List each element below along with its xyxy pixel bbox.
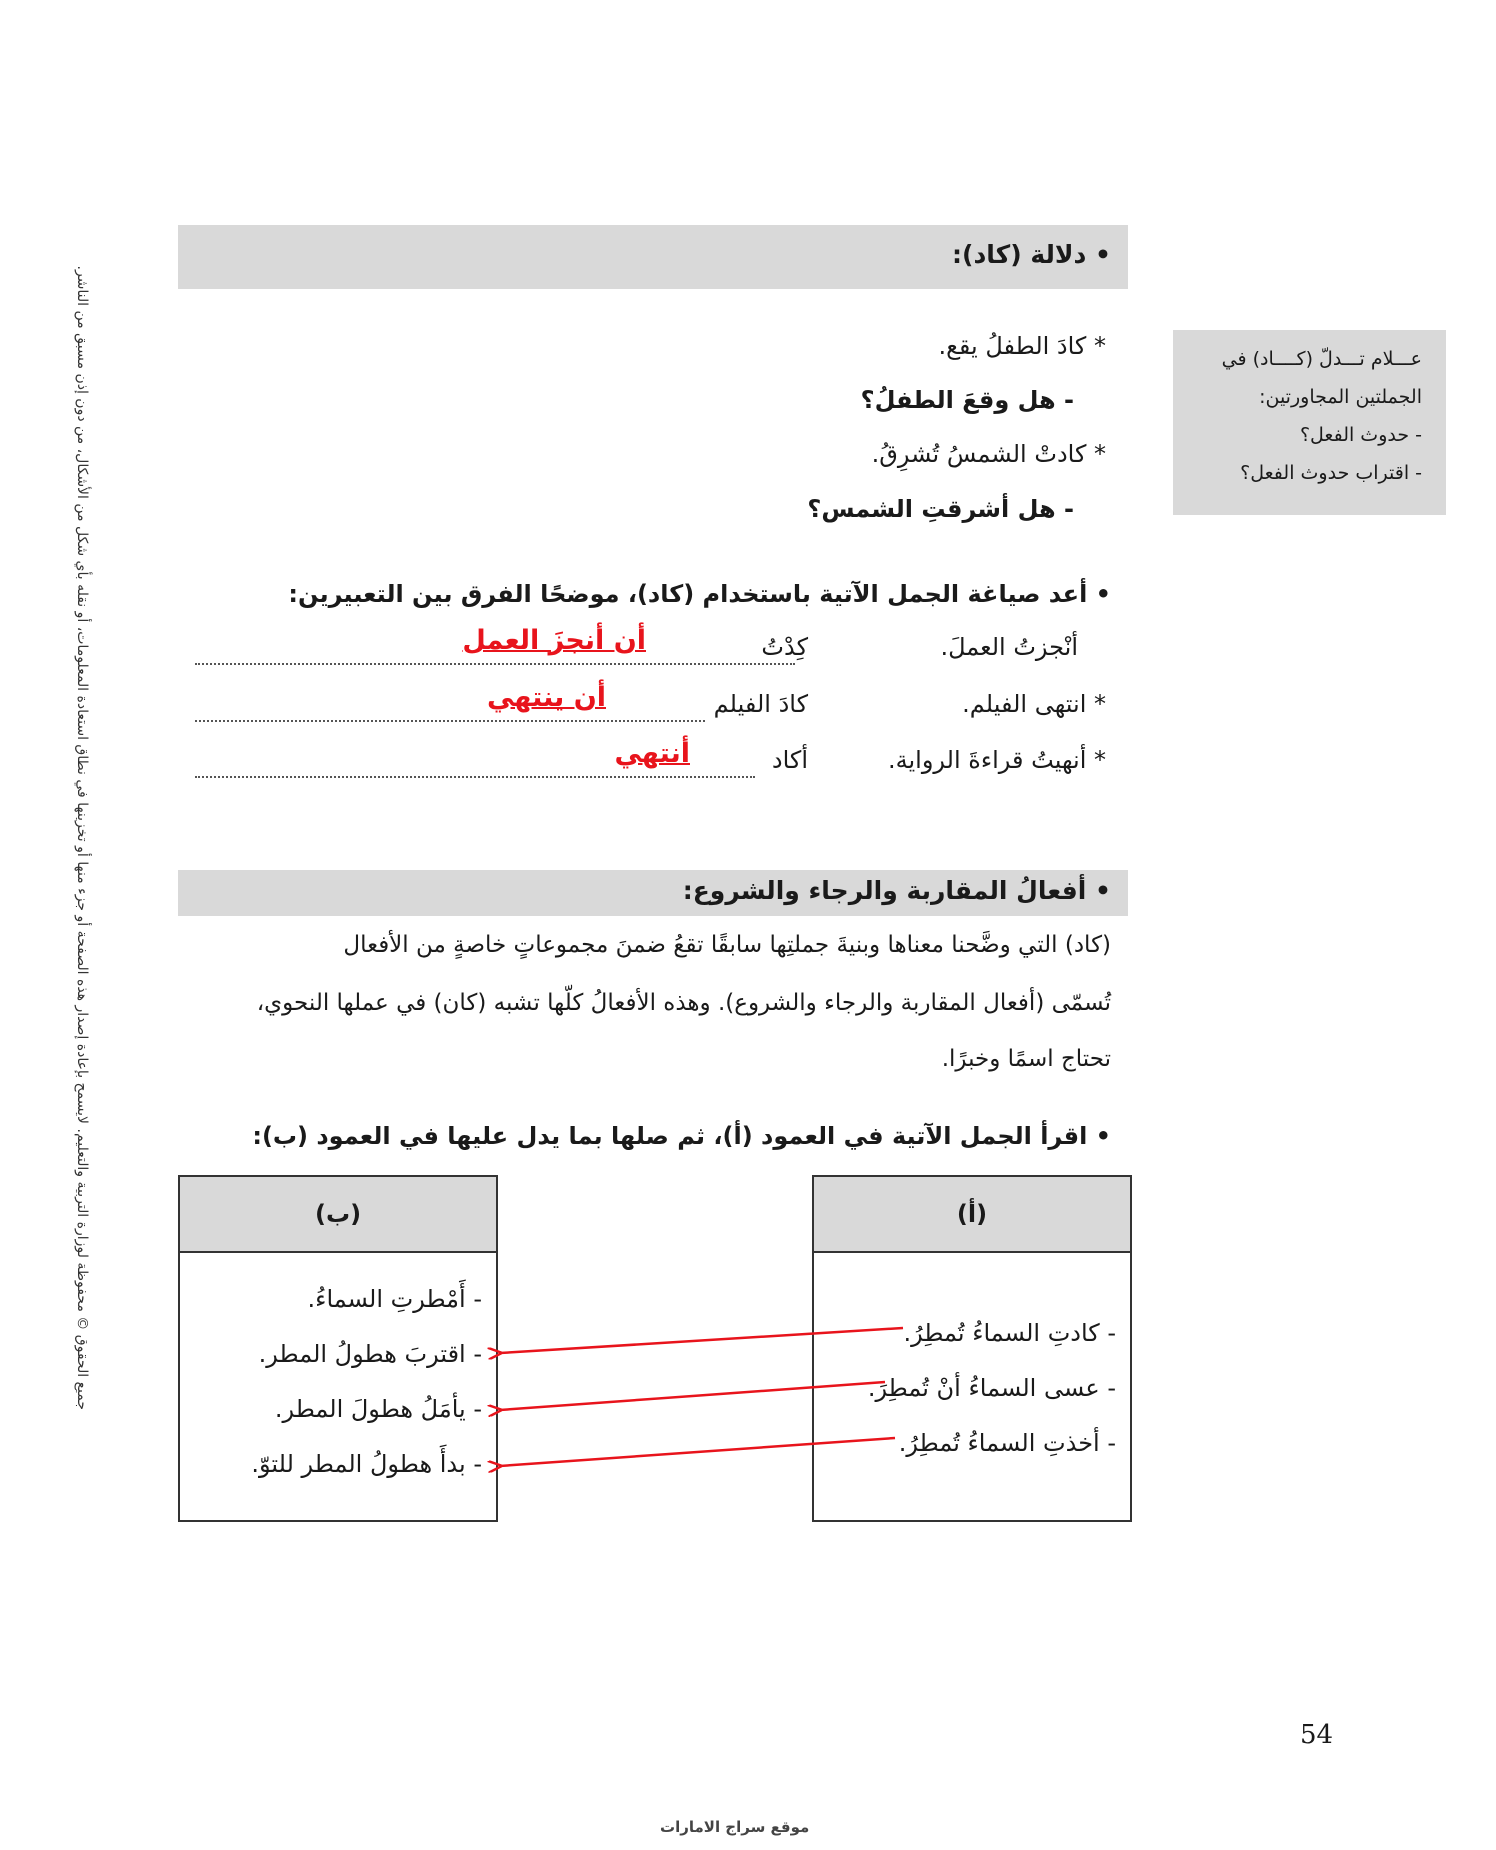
matching-instruction: • اقرأ الجمل الآتية في العمود (أ)، ثم صلها بما يدل عليها في العمود (ب):: [252, 1122, 1111, 1150]
column-b-item-4[interactable]: - بدأَ هطولُ المطر للتوّ.: [251, 1450, 482, 1478]
answer-text-1[interactable]: أن أنجزَ العمل: [462, 625, 646, 656]
column-b-header: (ب): [180, 1177, 496, 1253]
column-a-header: (أ): [814, 1177, 1130, 1253]
section-title-verbs: • أفعالُ المقاربة والرجاء والشروع:: [682, 876, 1111, 905]
side-hint-line-1: عـــلام تـــدلّ (كــــاد) في: [1221, 348, 1422, 370]
rewrite-original-3: * أنهيتُ قراءةَ الرواية.: [887, 746, 1106, 774]
arrow-a1-to-b2: [500, 1328, 903, 1353]
section-title-kada: • دلالة (كاد):: [952, 240, 1111, 269]
answer-text-3[interactable]: أنتهي: [614, 738, 690, 769]
page-number: 54: [1300, 1720, 1334, 1750]
copyright-note: جميع الحقوق © محفوظة لوزارة التربية والتعليم. لايسمح بإعادة إصدار هذه الصفحة أو جزء منها أو تخزينها في نطاق استعادة المعلومات، أو نقله بأي شكل من الأشكال، من دون إذن مسبق من الناشر.: [74, 265, 90, 1410]
rewrite-prefix-2: كادَ الفيلم: [713, 690, 808, 718]
paragraph-line-1: (كاد) التي وضَّحنا معناها وبنيةَ جملتِها سابقًا تقعُ ضمنَ مجموعاتٍ خاصةٍ من الأفعال: [343, 932, 1111, 958]
side-hint-line-2: الجملتين المجاورتين:: [1259, 386, 1422, 408]
column-b-item-2[interactable]: - اقتربَ هطولُ المطر.: [258, 1340, 482, 1368]
footer-site-name: موقع سراج الامارات: [660, 1818, 810, 1836]
column-a-item-1[interactable]: - كادتِ السماءُ تُمطِرُ.: [903, 1319, 1116, 1347]
example-line-1: * كادَ الطفلُ يقع.: [938, 332, 1106, 360]
question-line-1: - هل وقعَ الطفلُ؟: [860, 386, 1074, 414]
rewrite-original-2: * انتهى الفيلم.: [962, 690, 1106, 718]
column-b-item-1: - أَمْطرتِ السماءُ.: [307, 1285, 482, 1313]
rewrite-prefix-1: كِدْتُ: [761, 633, 808, 661]
column-a-item-2[interactable]: - عسى السماءُ أنْ تُمطِرَ.: [867, 1374, 1116, 1402]
question-line-2: - هل أشرقتِ الشمس؟: [807, 495, 1074, 523]
rewrite-prefix-3: أكاد: [771, 746, 808, 774]
column-a-item-3[interactable]: - أخذتِ السماءُ تُمطِرُ.: [898, 1429, 1116, 1457]
exercise-instruction: • أعد صياغة الجمل الآتية باستخدام (كاد)، موضحًا الفرق بين التعبيرين:: [288, 580, 1111, 608]
column-b-item-3[interactable]: - يأمَلُ هطولَ المطر.: [274, 1395, 482, 1423]
example-line-2: * كادتْ الشمسُ تُشرِقُ.: [871, 440, 1106, 468]
side-hint-line-4: - اقتراب حدوث الفعل؟: [1240, 462, 1422, 484]
arrow-a3-to-b4: [500, 1438, 895, 1466]
rewrite-original-1: أنْجزتُ العملَ.: [940, 633, 1078, 661]
paragraph-line-2: تُسمّى (أفعال المقاربة والرجاء والشروع). وهذه الأفعالُ كلّها تشبه (كان) في عملها النحوي،: [256, 990, 1111, 1016]
paragraph-line-3: تحتاج اسمًا وخبرًا.: [941, 1046, 1111, 1072]
arrow-a2-to-b3: [500, 1382, 885, 1410]
side-hint-line-3: - حدوث الفعل؟: [1299, 424, 1422, 446]
answer-text-2[interactable]: أن ينتهي: [486, 682, 606, 713]
